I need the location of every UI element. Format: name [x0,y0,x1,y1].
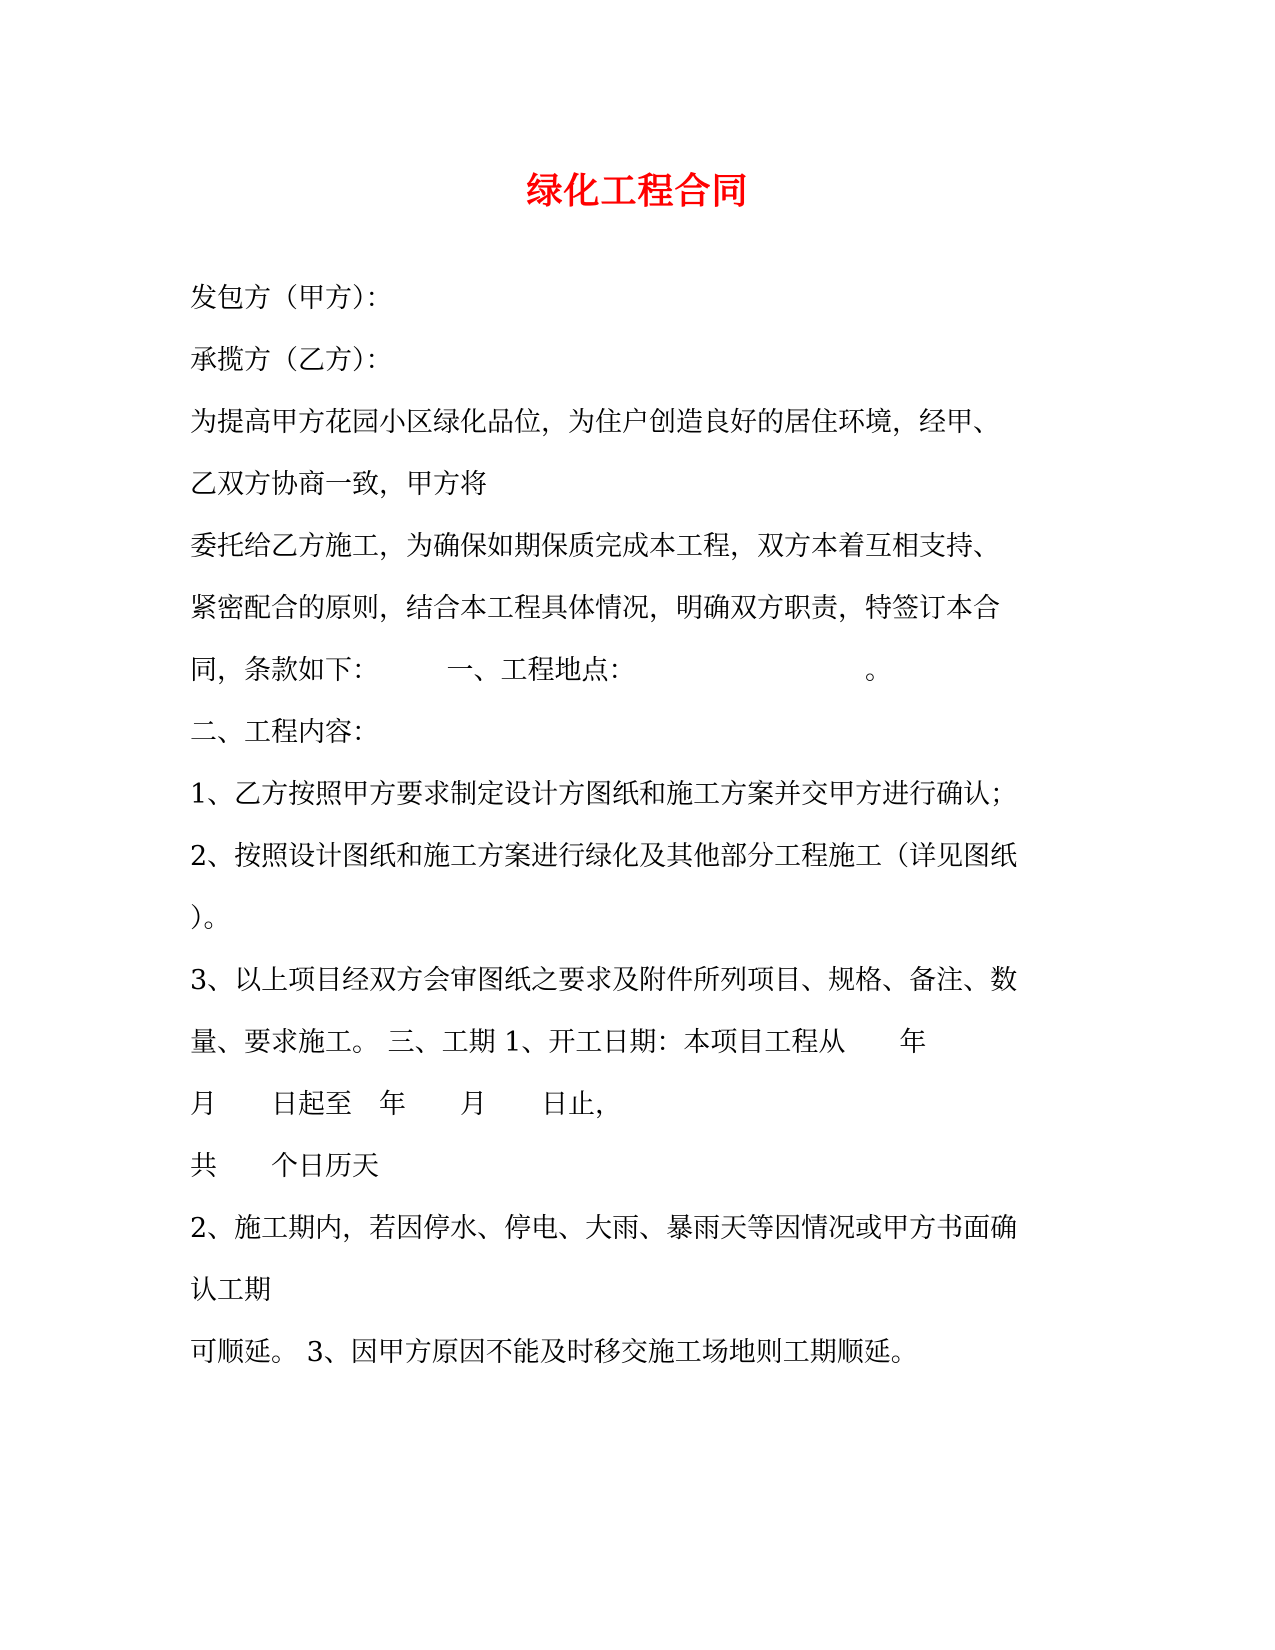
paragraph-line: 紧密配合的原则，结合本工程具体情况，明确双方职责，特签订本合 [190,593,1000,624]
clause-line: 2、按照设计图纸和施工方案进行绿化及其他部分工程施工（详见图纸 [190,841,1018,872]
clause-line: 2、施工期内，若因停水、停电、大雨、暴雨天等因情况或甲方书面确 [190,1213,1018,1244]
clause-line: 月 日起至 年 月 日止， [190,1089,622,1120]
party-b-line: 承揽方（乙方）： [190,345,393,376]
paragraph-line: 乙双方协商一致，甲方将 [190,469,487,500]
clause-line: ）。 [190,903,231,934]
paragraph-line: 同，条款如下： 一、工程地点： 。 [190,655,892,686]
party-a-line: 发包方（甲方）： [190,283,393,314]
clause-line: 3、以上项目经双方会审图纸之要求及附件所列项目、规格、备注、数 [190,965,1018,996]
clause-line: 1、乙方按照甲方要求制定设计方图纸和施工方案并交甲方进行确认； [190,779,1018,810]
clause-line: 共 个日历天 [190,1151,379,1182]
clause-line: 认工期 [190,1275,271,1306]
clause-line: 量、要求施工。 三、工期 1、开工日期：本项目工程从 年 [190,1027,927,1058]
clause-line: 可顺延。 3、因甲方原因不能及时移交施工场地则工期顺延。 [190,1337,918,1368]
document-title: 绿化工程合同 [526,170,749,212]
paragraph-line: 委托给乙方施工，为确保如期保质完成本工程，双方本着互相支持、 [190,531,1000,562]
paragraph-line: 为提高甲方花园小区绿化品位，为住户创造良好的居住环境，经甲、 [190,407,1000,438]
section-heading: 二、工程内容： [190,717,379,748]
